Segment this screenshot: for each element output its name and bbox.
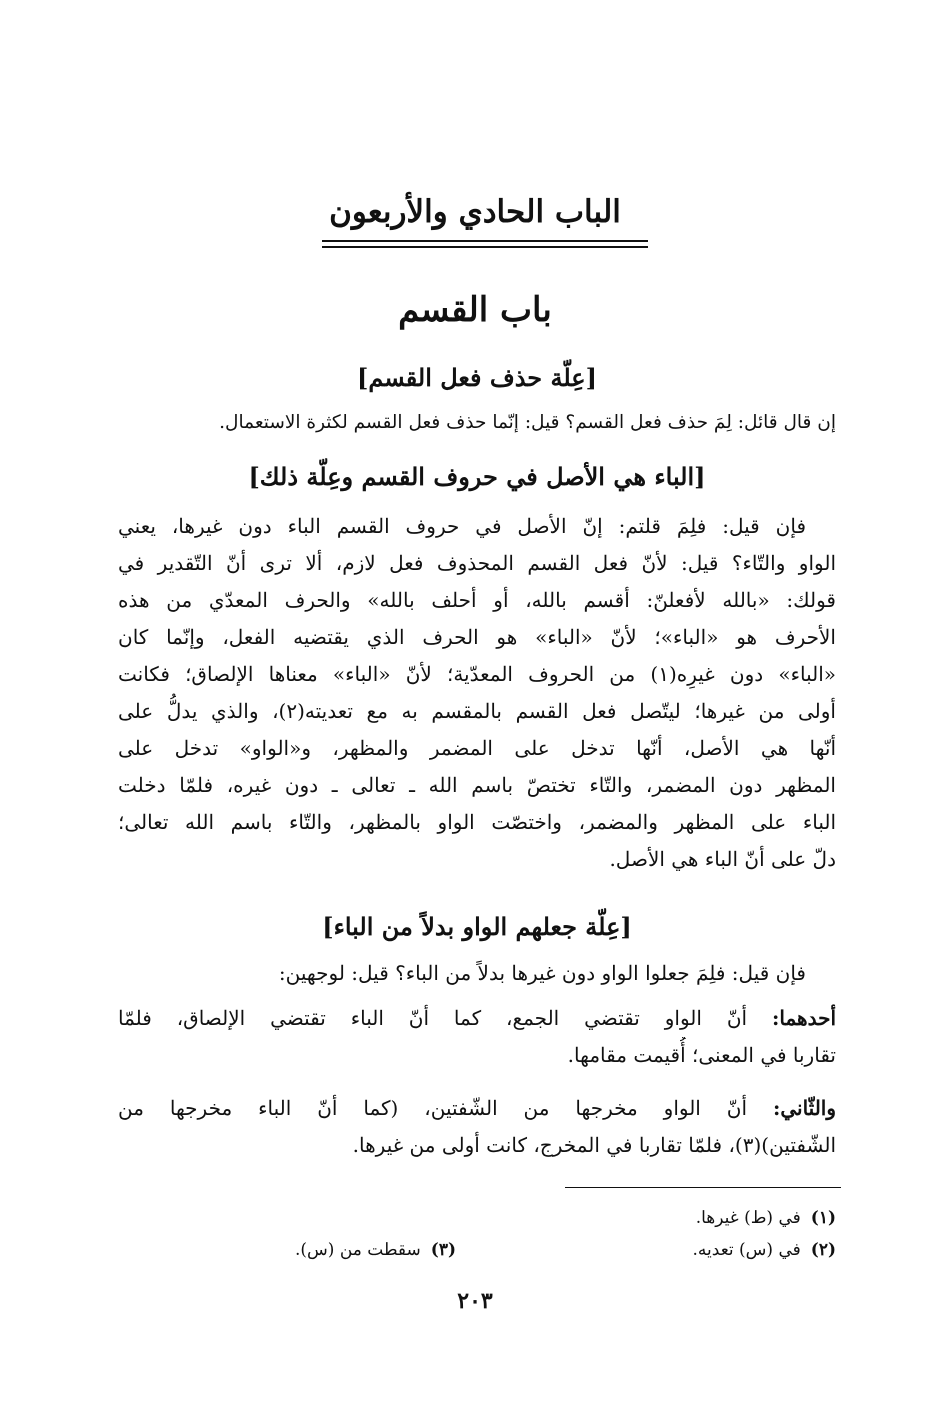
text-line: الواو والتّاء؟ قيل: لأنّ فعل القسم المحذوف فعل لازم، ألا ترى أنّ التّقدير في — [118, 551, 836, 575]
text-line: أولى من غيرها؛ ليتّصل فعل القسم بالمقسم به مع تعديته(٢)، والذي يدلُّ على — [118, 699, 836, 723]
text-line: فإن قيل: فلِمَ قلتم: إنّ الأصل في حروف القسم الباء دون غيرها، يعني — [118, 514, 806, 538]
text-line — [118, 1090, 836, 1127]
footnote-text: في (ط) غيرها. — [695, 1208, 801, 1228]
paragraph — [118, 955, 836, 992]
footnote-number: (٣) — [430, 1240, 456, 1260]
text-line: المظهر دون المضمر، والتّاء تختصّ باسم الله ـ تعالى ـ دون غيره، فلمّا دخلت — [118, 773, 836, 797]
text-line: أنّها هي الأصل، أنّها تدخل على المضمر والمظهر، و«الواو» تدخل على — [118, 736, 836, 760]
text-run: أنّ الواو تقتضي الجمع، كما أنّ الباء تقتضي الإلصاق، فلمّا — [118, 1006, 748, 1030]
paragraph-lead: أحدهما: — [772, 1006, 836, 1030]
footnote-row — [118, 1202, 836, 1234]
section-heading: [عِلّة جعلهم الواو بدلاً من الباء] — [322, 912, 632, 941]
footnote — [136, 1234, 456, 1266]
title-double-rule — [322, 240, 648, 248]
text-line: الباء على المظهر والمضمر، واختصّت الواو بالمظهر، والتّاء باسم الله تعالى؛ — [118, 810, 836, 834]
section-heading: [عِلّة حذف فعل القسم] — [357, 363, 597, 392]
page-number: ٢٠٣ — [457, 1288, 493, 1314]
text-run: أنّ الواو مخرجها من الشّفتين، (كما أنّ الباء مخرجها من — [118, 1096, 748, 1120]
text-line: قولك: «بالله لأفعلنّ: أقسم بالله، أو أحلف بالله» والحرف المعدّي من هذه — [118, 588, 836, 612]
text-line: فإن قيل: فلِمَ جعلوا الواو دون غيرها بدلاً من الباء؟ قيل: لوجهين: — [278, 961, 806, 985]
section-title: باب القسم — [398, 290, 552, 330]
paragraph — [118, 404, 836, 441]
text-line: تقاربا في المعنى؛ أُقيمت مقامها. — [567, 1043, 836, 1067]
chapter-title: الباب الحادي والأربعون — [329, 194, 621, 230]
text-line: «الباء» دون غيرِه(١) من الحروف المعدّية؛ لأنّ «الباء» معناها الإلصاق؛ فكانت — [118, 662, 836, 686]
text-line — [118, 1000, 836, 1037]
footnote-row — [118, 1234, 836, 1266]
footnote-text: في (س) تعديه. — [692, 1240, 801, 1260]
section-heading: [الباء هي الأصل في حروف القسم وعِلّة ذلك] — [248, 462, 706, 491]
footnote — [516, 1234, 836, 1266]
footnote-text: سقطت من (س). — [295, 1240, 421, 1260]
text-line: دلّ على أنّ الباء هي الأصل. — [609, 847, 836, 871]
footnote — [516, 1202, 836, 1234]
footnotes — [118, 1202, 836, 1266]
text-line: إن قال قائل: لِمَ حذف فعل القسم؟ قيل: إنّما حذف فعل القسم لكثرة الاستعمال. — [219, 412, 836, 433]
paragraph — [118, 1090, 836, 1164]
footnote-separator — [565, 1187, 841, 1188]
text-line: الشّفتين)(٣)، فلمّا تقاربا في المخرج، كانت أولى من غيرها. — [352, 1133, 836, 1157]
footnote-number: (١) — [810, 1208, 836, 1228]
paragraph — [118, 1000, 836, 1074]
paragraph-lead: والثّاني: — [772, 1096, 836, 1120]
paragraph — [118, 508, 836, 878]
footnote-number: (٢) — [810, 1240, 836, 1260]
text-line: الأحرف هو «الباء»؛ لأنّ «الباء» هو الحرف الذي يقتضيه الفعل، وإنّما كان — [118, 625, 836, 649]
